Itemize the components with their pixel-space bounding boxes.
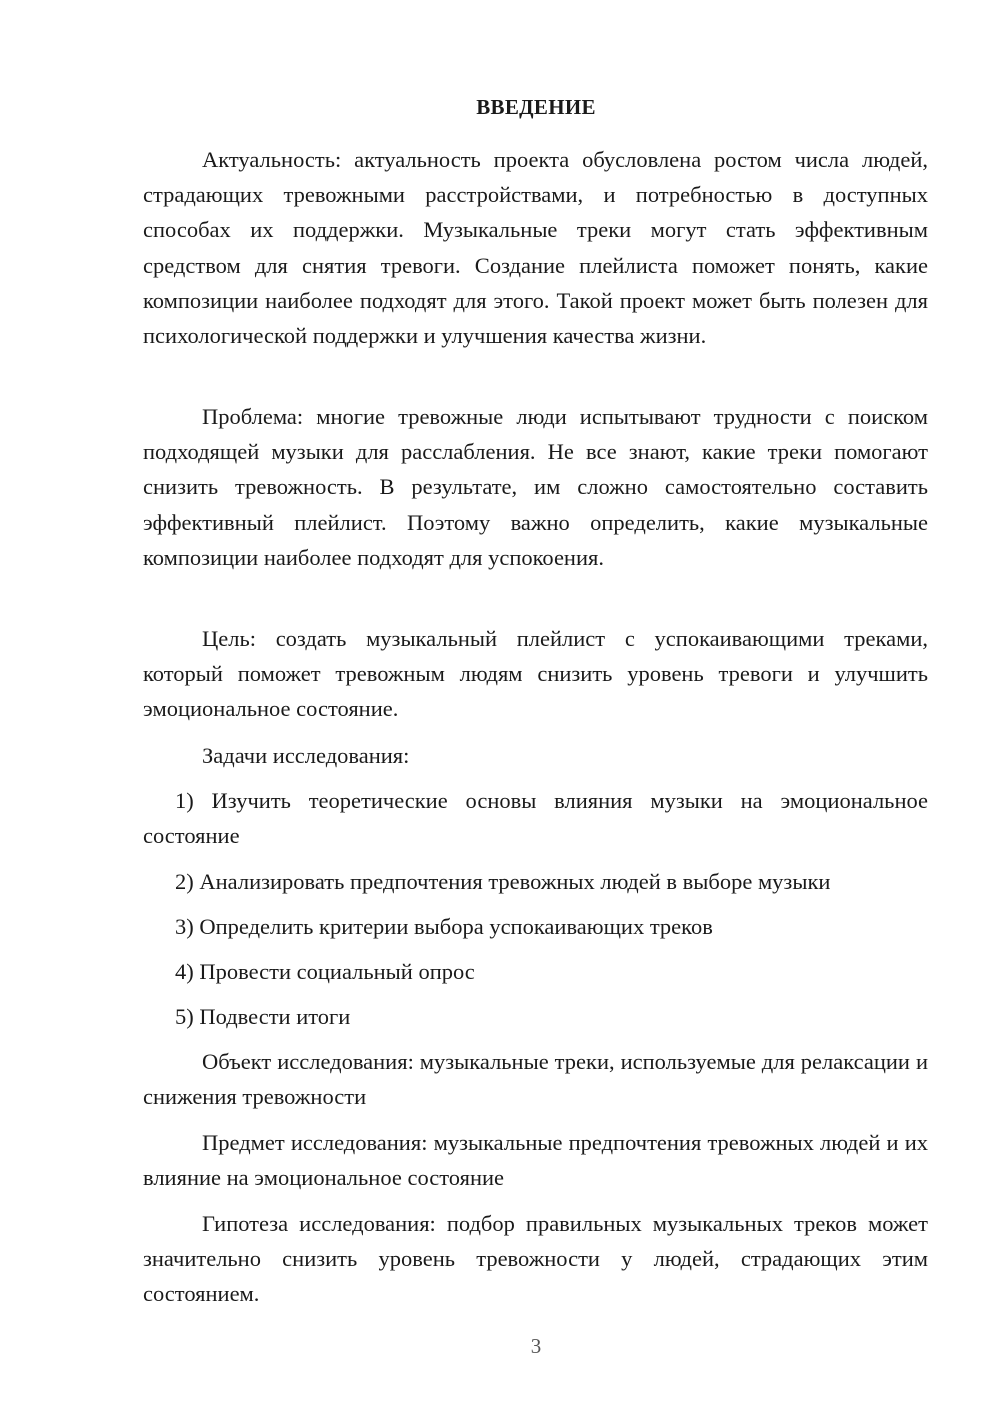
task-item-5: 5) Подвести итоги xyxy=(175,1004,351,1029)
task-item-4: 4) Провести социальный опрос xyxy=(175,959,475,984)
page-title: ВВЕДЕНИЕ xyxy=(476,95,596,119)
paragraph-relevance: Актуальность: актуальность проекта обусловлена ростом числа людей, страдающих тревожными расстройствами, и потребностью в доступных способах их поддержки. Музыкальные треки могут стать эффективным средством для снятия тревоги. Создание плейлиста поможет понять, какие композиции наиболее подходят для этого. Такой проект может быть полезен для психологической поддержки и улучшения качества жизни. xyxy=(143,147,928,349)
paragraph-subject: Предмет исследования: музыкальные предпочтения тревожных людей и их влияние на эмоциональное состояние xyxy=(143,1130,928,1191)
paragraph-hypothesis: Гипотеза исследования: подбор правильных музыкальных треков может значительно снизить уровень тревожности у людей, страдающих этим состоянием. xyxy=(143,1211,928,1307)
page-number: 3 xyxy=(530,1334,542,1358)
task-item-3: 3) Определить критерии выбора успокаивающих треков xyxy=(175,914,713,939)
task-item-2: 2) Анализировать предпочтения тревожных людей в выборе музыки xyxy=(175,869,831,894)
paragraph-goal: Цель: создать музыкальный плейлист с успокаивающими треками, который поможет тревожным людям снизить уровень тревоги и улучшить эмоциональное состояние. xyxy=(143,626,928,722)
paragraph-object: Объект исследования: музыкальные треки, используемые для релаксации и снижения тревожности xyxy=(143,1049,928,1110)
tasks-heading: Задачи исследования: xyxy=(202,743,410,768)
task-item-1: 1) Изучить теоретические основы влияния музыки на эмоциональное состояние xyxy=(143,788,928,849)
paragraph-problem: Проблема: многие тревожные люди испытывают трудности с поиском подходящей музыки для расслабления. Не все знают, какие треки помогают снизить тревожность. В результате, им сложно самостоятельно составить эффективный плейлист. Поэтому важно определить, какие музыкальные композиции наиболее подходят для успокоения. xyxy=(143,404,928,570)
